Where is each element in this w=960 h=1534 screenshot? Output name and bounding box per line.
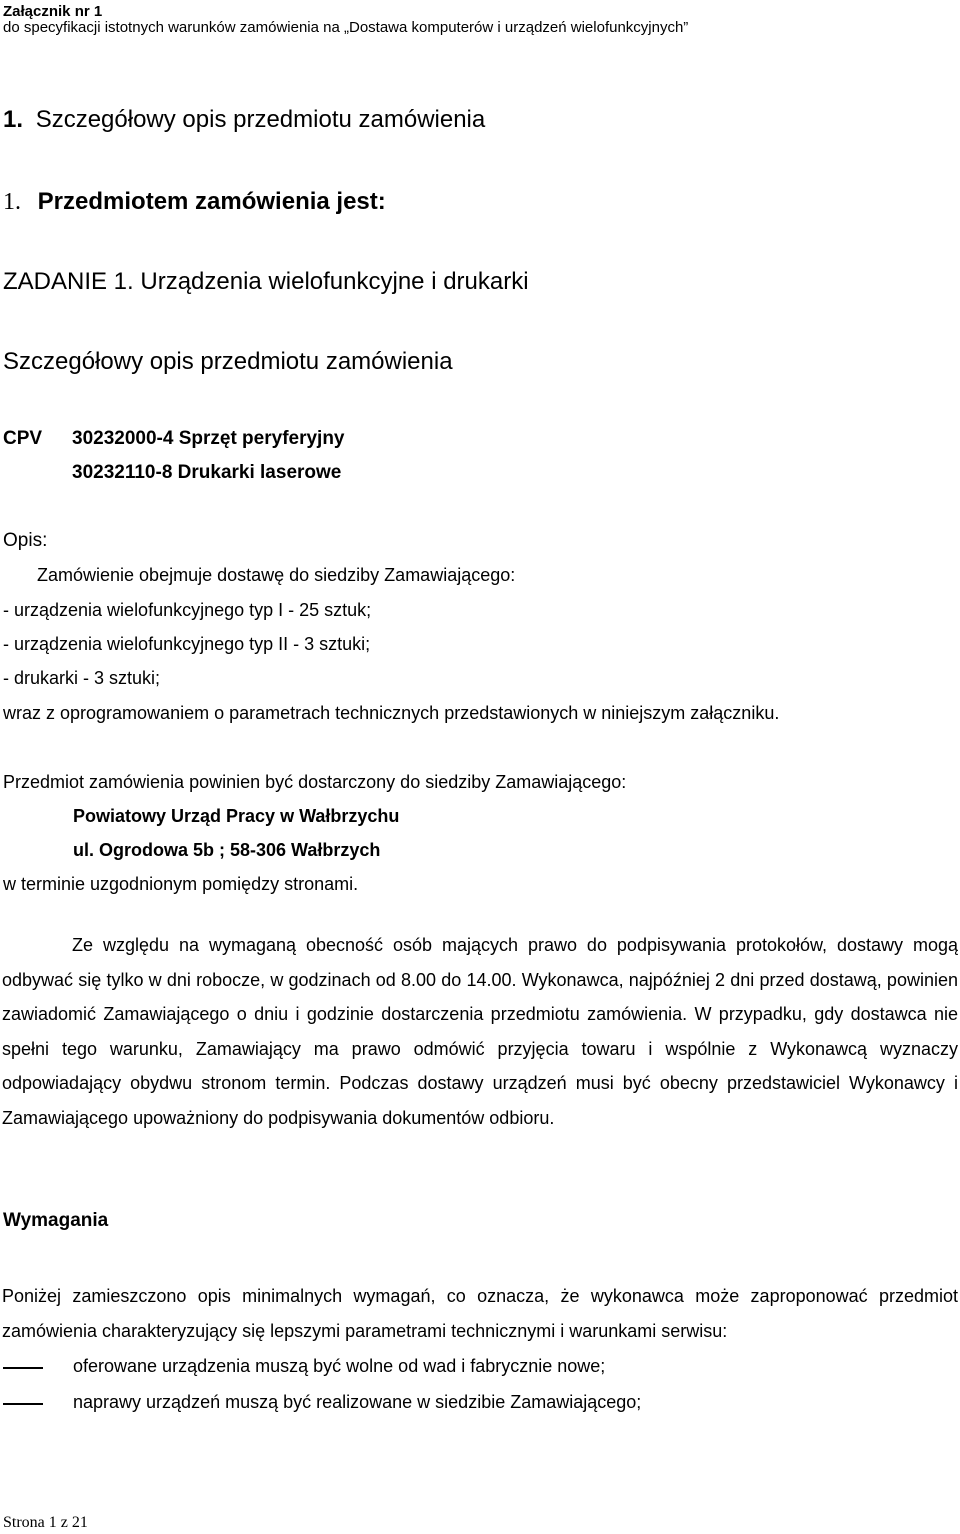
detail-title: Szczegółowy opis przedmiotu zamówienia [3, 348, 453, 375]
list-item: - urządzenia wielofunkcyjnego typ II - 3 sztuki; [3, 634, 371, 654]
delivery-line: Przedmiot zamówienia powinien być dostarczony do siedziby Zamawiającego: [3, 772, 627, 792]
list-item: - urządzenia wielofunkcyjnego typ I - 25 sztuk; [3, 600, 372, 620]
attachment-subtitle: do specyfikacji istotnych warunków zamówienia na „Dostawa komputerów i urządzeń wielofunkcyjnych” [3, 19, 689, 36]
requirements-intro: Poniżej zamieszczono opis minimalnych wymagań, co oznacza, że wykonawca może zaproponować przedmiot zamówienia charakteryzujący się lepszymi parametrami technicznymi i warunkami serwisu: [2, 1286, 958, 1341]
task-title: Urządzenia wielofunkcyjne i drukarki [140, 268, 529, 295]
cpv-label: CPV [3, 428, 43, 449]
opis-intro: Zamówienie obejmuje dostawę do siedziby Zamawiającego: [37, 565, 516, 585]
list-item: - drukarki - 3 sztuki; [3, 668, 161, 688]
subsection-title: Przedmiotem zamówienia jest: [37, 188, 386, 215]
subsection-heading [3, 188, 386, 216]
dash-bullet-icon [3, 1403, 43, 1405]
requirements-title: Wymagania [3, 1210, 109, 1231]
delivery-term: w terminie uzgodnionym pomiędzy stronami. [3, 874, 359, 894]
task-heading [3, 268, 529, 296]
cpv-code: 30232000-4 Sprzęt peryferyjny [72, 428, 345, 449]
opis-label: Opis: [3, 530, 48, 551]
paragraph-text: Ze względu na wymaganą obecność osób mających prawo do podpisywania protokołów, dostawy mogą odbywać się tylko w dni robocze, w godzinach od 8.00 do 14.00. Wykonawca, najpóźniej 2 dni przed dostawą, powinien zawiadomić Zamawiającego o dniu i godzinie dostarczenia przedmiotu zamówienia. W przypadku, gdy dostawca nie spełni tego warunku, Zamawiający ma prawo odmówić przyjęcia towaru i wspólnie z Wykonawcą wyznaczy odpowiadający obydwu stronom termin. Podczas dostawy urządzeń musi być obecny przedstawiciel Wykonawcy i Zamawiającego upoważniony do podpisywania dokumentów odbioru. [2, 935, 958, 1128]
cpv-code: 30232110-8 Drukarki laserowe [72, 462, 342, 483]
task-label: ZADANIE 1. [3, 268, 134, 295]
subsection-number: 1. [3, 189, 21, 215]
delivery-address-street: ul. Ogrodowa 5b ; 58-306 Wałbrzych [73, 840, 381, 860]
section-number: 1. [3, 106, 24, 133]
attachment-title: Załącznik nr 1 [3, 3, 103, 20]
dash-bullet-icon [3, 1367, 43, 1369]
page-footer: Strona 1 z 21 [3, 1514, 88, 1531]
delivery-conditions-paragraph [2, 928, 958, 1135]
opis-outro: wraz z oprogramowaniem o parametrach technicznych przedstawionych w niniejszym załączniku. [3, 703, 780, 723]
section-heading [3, 106, 485, 134]
delivery-address-name: Powiatowy Urząd Pracy w Wałbrzychu [73, 806, 400, 826]
section-title: Szczegółowy opis przedmiotu zamówienia [35, 106, 486, 133]
